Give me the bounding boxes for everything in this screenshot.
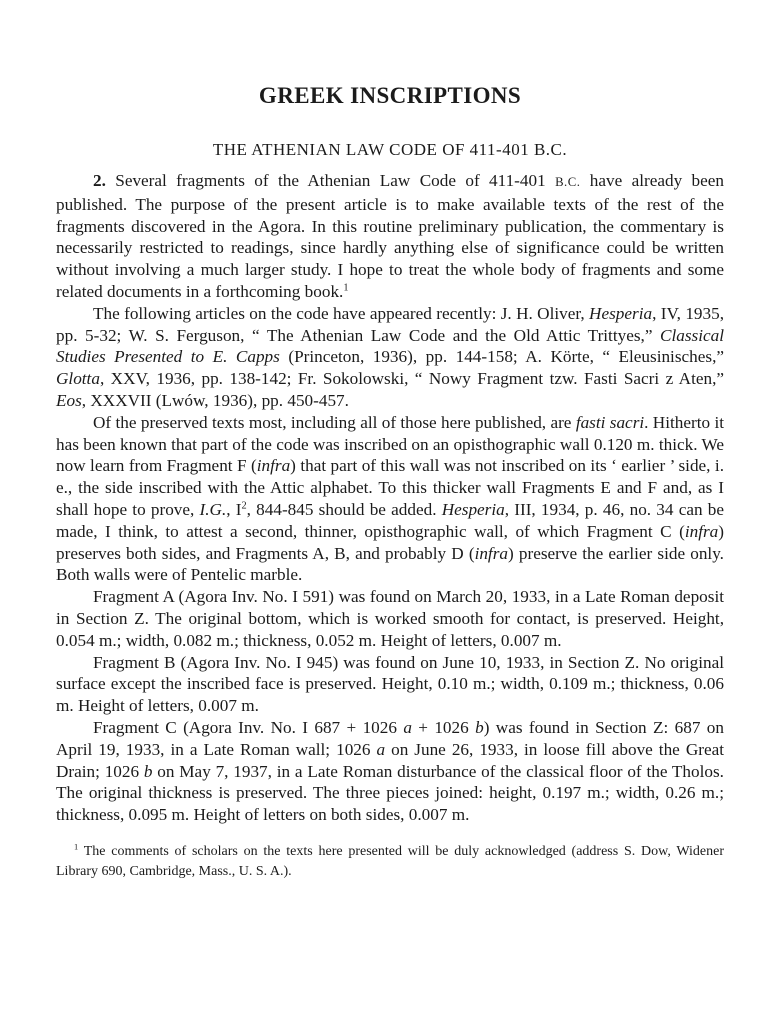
text-run: , XXV, 1936, pp. 138-142; Fr. Sokolowski, “ Nowy Fragment tzw. Fasti Sacri z Aten,” — [99, 369, 724, 389]
text-run: on June 26, 1933, in loose fill above the Great Drain; 1026 — [56, 739, 724, 781]
text-run: Fragment A (Agora Inv. No. I 591) was found on March 20, 1933, in a Late Roman deposit in Section Z. The original bottom, which is worked smooth for contact, is preserved. Height, 0.054 m.; width, 0.082 m.; thickness, 0.052 m. Height of letters, 0.007 m. — [56, 587, 724, 650]
small-caps-text: B.C. — [555, 175, 581, 189]
paragraph-bibliography — [56, 303, 724, 412]
text-run: ) was found in Section Z: 687 on April 19, 1933, in a Late Roman wall; 1026 — [56, 717, 724, 759]
text-run: , 844-845 should be added. — [246, 499, 442, 519]
italic-text: a — [403, 717, 412, 737]
text-run: ) preserves both sides, and Fragments A, B, and probably D ( — [56, 521, 724, 563]
italic-text: Hesperia — [441, 499, 505, 519]
italic-text: infra — [474, 543, 508, 563]
italic-text: Classical Studies Presented to E. Capps — [56, 325, 724, 367]
text-run: on May 7, 1937, in a Late Roman disturbance of the classical floor of the Tholos. The original thickness is preserved. The three pieces joined: height, 0.197 m.; width, 0.26 m.; thickness, 0.095 m. Height of letters on both sides, 0.007 m. — [56, 761, 724, 825]
italic-text: b — [143, 761, 153, 781]
paragraph-fragment-a — [56, 586, 724, 651]
footnote-marker: 1 — [74, 842, 79, 852]
footnote-marker: 1 — [343, 282, 349, 294]
italic-text: I.G. — [199, 499, 227, 519]
page — [56, 84, 724, 882]
article-subtitle: THE ATHENIAN LAW CODE OF 411-401 B.C. — [212, 140, 568, 159]
text-run: , III, 1934, p. 46, no. 34 can be made, I think, to attest a second, thinner, opisthographic wall, of which Fragment C ( — [56, 499, 724, 541]
italic-text: b — [475, 717, 484, 737]
paragraph-fragment-b — [56, 652, 724, 717]
text-run: ) preserve the earlier side only. Both walls were of Pentelic marble. — [56, 543, 724, 585]
italic-text: a — [376, 739, 386, 759]
article-body — [56, 170, 724, 826]
text-run: have already been published. The purpose of the present article is to make available texts of the rest of the fragments discovered in the Agora. In this routine preliminary publication, the commentary is necessarily restricted to readings, since hardly anything else of significance could be written without involving a much larger study. I hope to treat the whole body of fragments and some related documents in a forthcoming book. — [56, 171, 724, 301]
text-run: . Hitherto it has been known that part of the code was inscribed on an opisthographic wall 0.120 m. thick. We now learn from Fragment F ( — [56, 412, 724, 476]
italic-text: Hesperia — [589, 303, 653, 323]
page-title: GREEK INSCRIPTIONS — [258, 83, 522, 108]
italic-text: infra — [684, 521, 719, 541]
italic-text: Glotta — [56, 369, 100, 389]
italic-text: Eos — [56, 390, 82, 410]
italic-text: infra — [256, 456, 291, 476]
text-run: , I — [226, 499, 242, 519]
text-run: The following articles on the code have appeared recently: J. H. Oliver, — [93, 303, 590, 323]
paragraph-fasti-sacri — [56, 412, 724, 586]
text-run: The comments of scholars on the texts here presented will be duly acknowledged (address S. Dow, Widener Library 690, Cambridge, Mass., U. S. A.). — [56, 843, 724, 879]
paragraph-fragment-c — [56, 717, 724, 826]
footnote — [56, 842, 724, 882]
text-run: Several fragments of the Athenian Law Code of 411-401 — [105, 171, 556, 190]
text-run: + 1026 — [411, 717, 476, 737]
section-number: 2. — [93, 171, 106, 190]
text-run: Fragment B (Agora Inv. No. I 945) was found on June 10, 1933, in Section Z. No original surface except the inscribed face is preserved. Height, 0.10 m.; width, 0.109 m.; thickness, 0.06 m. Height of letters, 0.007 m. — [56, 652, 724, 716]
paragraph-intro — [56, 170, 724, 303]
text-run: (Princeton, 1936), pp. 144-158; A. Körte, “ Eleusinisches,” — [279, 347, 724, 367]
text-run: Fragment C (Agora Inv. No. I 687 + 1026 — [93, 717, 404, 737]
text-run: , XXXVII (Lwów, 1936), pp. 450-457. — [81, 390, 349, 410]
text-run: ) that part of this wall was not inscribed on its ‘ earlier ’ side, i. e., the side inscribed with the Attic alphabet. To this thicker wall Fragments E and F and, as I shall hope to prove, — [56, 456, 724, 519]
text-run: , IV, 1935, pp. 5-32; W. S. Ferguson, “ The Athenian Law Code and the Old Attic Trittyes,” — [56, 303, 724, 345]
text-run: Of the preserved texts most, including all of those here published, are — [93, 412, 576, 432]
footnote-marker: 2 — [241, 500, 247, 512]
italic-text: fasti sacri — [575, 412, 645, 432]
